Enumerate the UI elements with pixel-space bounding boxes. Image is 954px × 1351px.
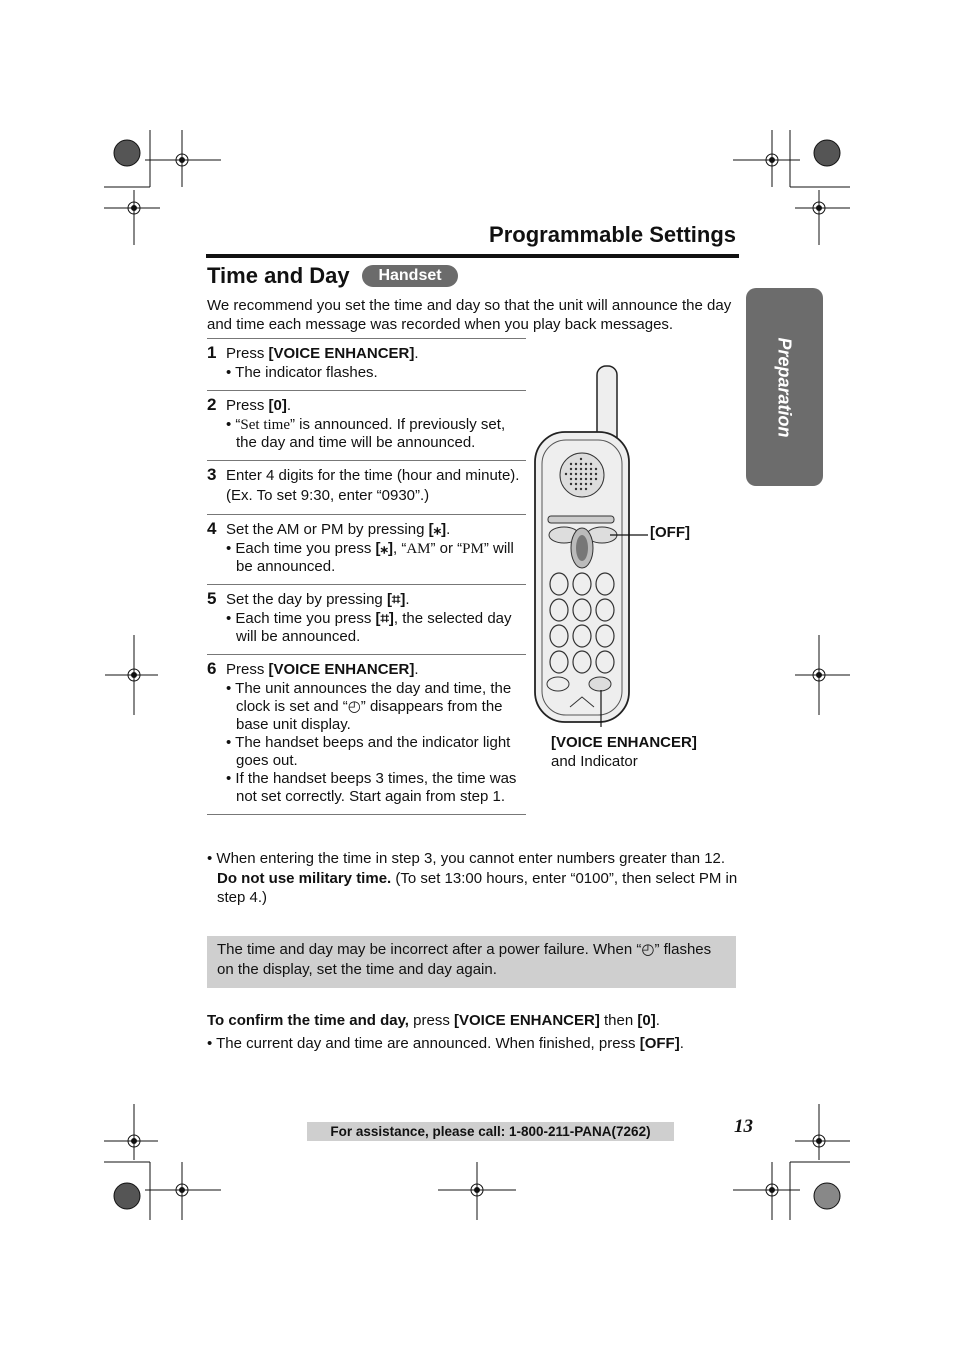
step-item — [207, 584, 526, 654]
speaker-hole — [585, 478, 587, 480]
page-number: 13 — [734, 1116, 753, 1137]
confirm-instruction — [207, 1011, 747, 1030]
page-heading: Time and Day — [207, 263, 350, 288]
step-bullet-run: , the selected day will be announced. — [236, 610, 512, 645]
step-bullet-run: If the handset beeps 3 times, the time was not set correctly. Start again from step 1. — [235, 770, 517, 805]
step-text-run: . — [405, 591, 410, 608]
step-bullet-run: ” is announced. If previously set, the day and time will be announced. — [236, 416, 506, 451]
step-bullet: • The handset beeps and the indicator light goes out. — [226, 734, 511, 769]
step-bullet: • Each time you press [⌗], the selected day will be announced. — [226, 610, 512, 645]
step-text — [226, 344, 526, 364]
step-item — [207, 460, 526, 514]
handset-badge: Handset — [362, 265, 458, 287]
speaker-hole — [590, 468, 592, 470]
step-bullet-run: Each time you press — [235, 610, 376, 627]
step-text-run: [⌗] — [386, 591, 406, 608]
step-number: 6 — [207, 659, 217, 678]
step-text-run: . — [414, 661, 419, 678]
step-bullet-run: PM — [462, 541, 484, 557]
off-button-label: [OFF] — [650, 524, 690, 541]
step-bullet: • The unit announces the day and time, the clock is set and “◴” disappears from the base unit display. — [226, 680, 512, 733]
step-number: 1 — [207, 343, 217, 362]
step-bullet-run: [⌗] — [375, 610, 394, 627]
voice-enhancer-label: [VOICE ENHANCER] — [551, 734, 697, 751]
intro-paragraph: We recommend you set the time and day so that the unit will announce the day and time each message was recorded when you play back messages. — [207, 297, 732, 333]
confirm-run: [0] — [637, 1012, 656, 1029]
speaker-hole — [585, 473, 587, 475]
step-item — [207, 338, 526, 390]
keypad-key — [596, 625, 614, 647]
step-bullet-run: AM — [406, 541, 431, 557]
handset-illustration — [530, 362, 730, 727]
step-text-run: . — [446, 521, 451, 538]
power-failure-note-box — [207, 936, 736, 988]
speaker-hole — [565, 473, 567, 475]
military-time-note: • When entering the time in step 3, you cannot enter numbers greater than 12. Do not use military time. (To set 13:00 hours, enter “0100”, then select PM in step 4.) — [207, 850, 738, 906]
keypad-key — [550, 625, 568, 647]
speaker-hole — [590, 463, 592, 465]
speaker-hole — [580, 473, 582, 475]
steps-list — [207, 338, 526, 815]
step-number: 2 — [207, 395, 217, 414]
step-text — [226, 396, 526, 416]
step-number: 4 — [207, 519, 217, 538]
keypad-key — [573, 599, 591, 621]
section-title: Programmable Settings — [489, 222, 736, 247]
confirm-bullet — [207, 1034, 747, 1053]
speaker-hole — [585, 468, 587, 470]
speaker-hole — [585, 488, 587, 490]
keypad-key — [596, 651, 614, 673]
speaker-hole — [575, 473, 577, 475]
step-text-run: Enter 4 digits for the time (hour and minute). (Ex. To set 9:30, enter “0930”.) — [226, 467, 520, 504]
step-item — [207, 390, 526, 460]
speaker-hole — [580, 463, 582, 465]
step-text-run: [0] — [268, 397, 287, 414]
step-text-run: . — [414, 345, 419, 362]
speaker-hole — [590, 473, 592, 475]
keypad-key — [550, 599, 568, 621]
speaker-hole — [575, 483, 577, 485]
step-bullet-run: Set time — [240, 417, 290, 433]
step-bullet: • “Set time” is announced. If previously set, the day and time will be announced. — [226, 416, 506, 451]
speaker-hole — [580, 478, 582, 480]
speaker-hole — [580, 458, 582, 460]
speaker-hole — [590, 483, 592, 485]
speaker-hole — [580, 488, 582, 490]
keypad-key — [573, 625, 591, 647]
speaker-hole — [575, 478, 577, 480]
military-time-note-run: (To set 13:00 hours, enter “0100”, then select PM in step 4.) — [217, 869, 738, 906]
speaker-hole — [585, 463, 587, 465]
step-bullet-run: , “ — [392, 540, 407, 557]
step-bullet-run: ” will be announced. — [236, 540, 514, 575]
step-bullet: • If the handset beeps 3 times, the time was not set correctly. Start again from step 1. — [226, 770, 517, 805]
step-text — [226, 520, 526, 540]
power-failure-note: The time and day may be incorrect after a power failure. When “◴” flashes on the display, set the time and day again. — [217, 941, 712, 978]
speaker-hole — [575, 488, 577, 490]
side-tab — [746, 288, 823, 486]
assistance-footer: For assistance, please call: 1-800-211-PANA(7262) — [307, 1122, 674, 1141]
step-bullet-run: ” or “ — [430, 540, 463, 557]
speaker-hole — [590, 478, 592, 480]
speaker-hole — [575, 468, 577, 470]
confirm-run: [VOICE ENHANCER] — [453, 1012, 600, 1029]
step-bullet-run: Each time you press — [235, 540, 376, 557]
speaker-hole — [570, 463, 572, 465]
speaker-hole — [595, 468, 597, 470]
keypad-key — [573, 651, 591, 673]
step-bullet-run: The handset beeps and the indicator light goes out. — [235, 734, 511, 769]
speaker-hole — [585, 483, 587, 485]
step-text-run: [VOICE ENHANCER] — [268, 345, 415, 362]
step-text-run: . — [286, 397, 292, 414]
speaker-hole — [595, 473, 597, 475]
side-tab-label: Preparation — [775, 336, 795, 438]
indicator-label: and Indicator — [551, 753, 638, 770]
confirm-bullet-run: [OFF] — [639, 1035, 680, 1052]
step-item — [207, 654, 526, 815]
step-bullet-run: The unit announces the day and time, the clock is set and “◴” disappears from the base unit display. — [235, 680, 512, 733]
step-text-run: Set the day by pressing — [226, 591, 387, 608]
step-text-run: Press — [226, 397, 269, 414]
step-item — [207, 514, 526, 584]
step-bullet: • The indicator flashes. — [226, 364, 378, 381]
keypad-key — [550, 573, 568, 595]
military-time-note-run: When entering the time in step 3, you cannot enter numbers greater than 12. — [216, 850, 726, 867]
speaker-hole — [595, 478, 597, 480]
step-text-run: [⁎] — [428, 521, 447, 538]
step-bullet-run: [⁎] — [375, 540, 393, 557]
speaker-hole — [580, 468, 582, 470]
keypad-key — [596, 599, 614, 621]
step-bullet: • Each time you press [⁎], “AM” or “PM” will be announced. — [226, 540, 514, 575]
step-text-run: [VOICE ENHANCER] — [268, 661, 415, 678]
speaker-hole — [570, 478, 572, 480]
step-text — [226, 466, 526, 506]
step-number: 5 — [207, 589, 217, 608]
confirm-run: press — [408, 1012, 454, 1029]
speaker-hole — [575, 463, 577, 465]
step-bullet-run: “ — [235, 416, 241, 433]
confirm-bullet-run: . — [679, 1035, 684, 1052]
keypad-key — [550, 651, 568, 673]
confirm-run: To confirm the time and day, — [207, 1012, 409, 1029]
step-text-run: Press — [226, 345, 269, 362]
step-text-run: Set the AM or PM by pressing — [226, 521, 429, 538]
step-bullet-run: The indicator flashes. — [235, 364, 378, 381]
speaker-hole — [570, 473, 572, 475]
confirm-run: . — [655, 1012, 660, 1029]
military-time-note-run: Do not use military time. — [217, 869, 392, 887]
speaker-hole — [570, 468, 572, 470]
step-text — [226, 590, 526, 610]
speaker-hole — [580, 483, 582, 485]
step-text-run: Press — [226, 661, 269, 678]
confirm-run: then — [599, 1012, 638, 1029]
keypad-key — [573, 573, 591, 595]
confirm-bullet-run: • The current day and time are announced. When finished, press — [207, 1035, 640, 1052]
step-number: 3 — [207, 465, 217, 484]
step-text — [226, 660, 526, 680]
speaker-hole — [570, 483, 572, 485]
title-rule — [206, 254, 739, 258]
keypad-key — [596, 573, 614, 595]
